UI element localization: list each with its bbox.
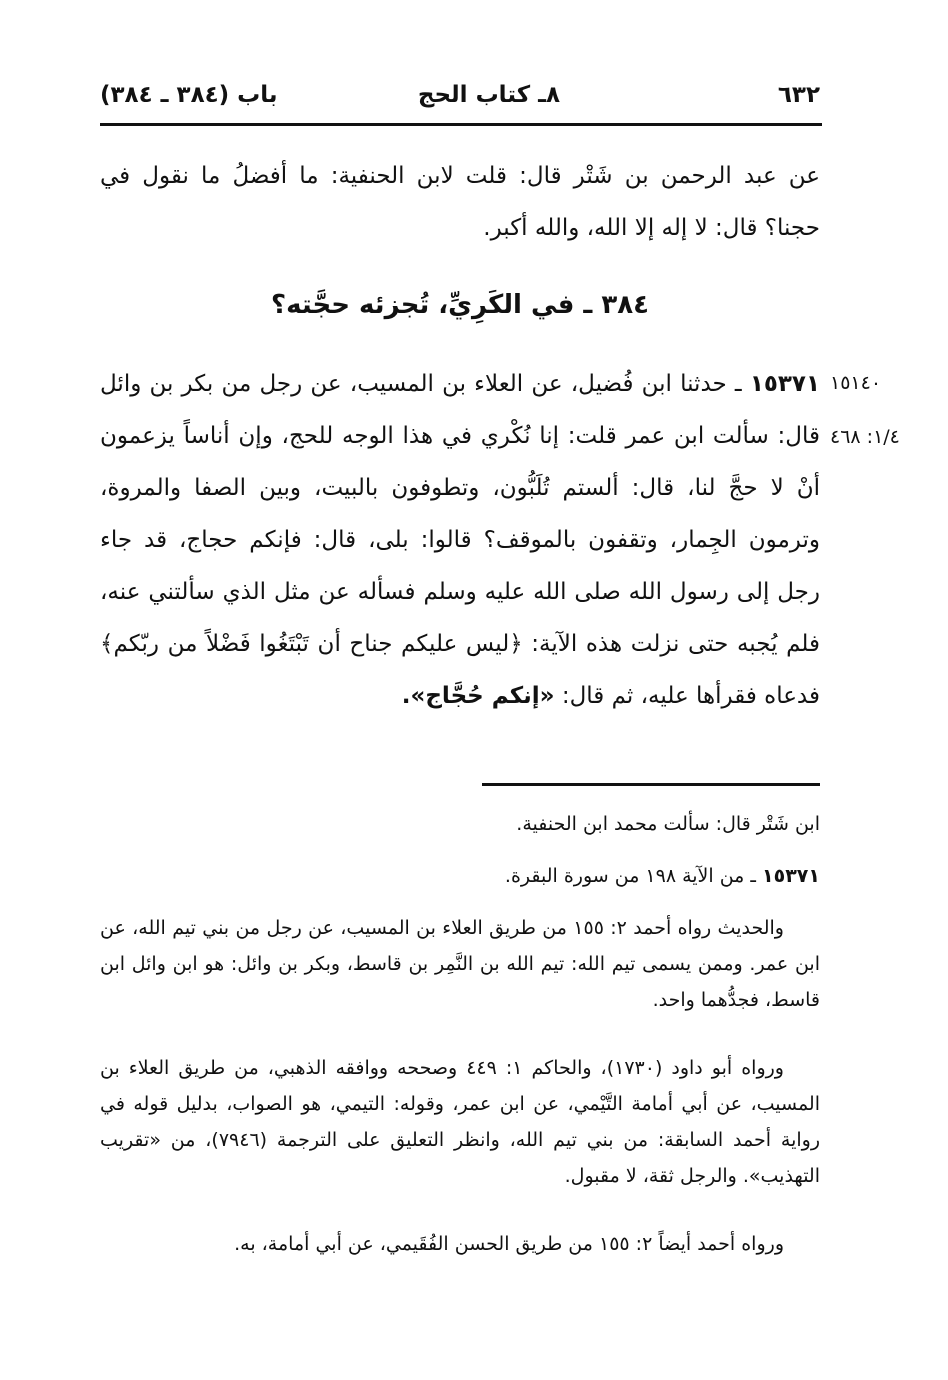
header-divider [100,123,822,126]
footnote [100,858,820,894]
margin-reference: ١/٤: ٤٦٨ [830,426,900,448]
footnote: ابن شَتْر قال: سألت محمد ابن الحنفية. [516,813,820,835]
footnote [100,1050,820,1194]
footnote [100,910,820,1018]
margin-reference: ١٥١٤٠ [830,372,882,394]
footnote-text: ورواه أحمد أيضاً ٢: ١٥٥ من طريق الحسن الفُقَيمي، عن أبي أمامة، به. [234,1233,784,1255]
hadith-ending: «إنكم حُجَّاج». [401,683,555,709]
hadith-text: ـ حدثنا ابن فُضيل، عن العلاء بن المسيب، عن رجل من بكر بن وائل قال: سألت ابن عمر قلت: إنا نُكْري في هذا الوجه للحج، وإن أناساً يزعمون أنْ لا حجَّ لنا، قال: ألستم تُلَبُّون، وتطوفون بالبيت، وبين الصفا والمروة، وترمون الجِمار، وتقفون بالموقف؟ قالوا: بلى، قال: فإنكم حجاج، قد جاء رجل إلى رسول الله صلى الله عليه وسلم فسأله عن مثل الذي سألتني عنه، فلم يُجبه حتى نزلت هذه الآية: ﴿ليس عليكم جناح أن تَبْتَغُوا فَضْلاً من ربّكم﴾ فدعاه فقرأها عليه، ثم قال: [100,371,820,709]
footnote-number: ١٥٣٧١ [762,865,820,887]
chapter-heading: ٣٨٤ ـ في الكَرِيِّ، تُجزئه حجَّته؟ [271,290,649,320]
footnote-divider [482,783,820,786]
footnote [100,1226,820,1262]
page-number: ٦٣٢ [777,82,820,108]
footnote-text: ـ من الآية ١٩٨ من سورة البقرة. [504,865,756,887]
footnote-text: والحديث رواه أحمد ٢: ١٥٥ من طريق العلاء بن المسيب، عن رجل من بني تيم الله، عن ابن عمر. وممن يسمى تيم الله: تيم الله بن النَّمِر بن قاسط، وبكر بن وائل: هو ابن وائل ابن قاسط، فجدُّهما واحد. [100,917,820,1011]
intro-paragraph: عن عبد الرحمن بن شَتْر قال: قلت لابن الحنفية: ما أفضلُ ما نقول في حجنا؟ قال: لا إله إلا الله، والله أكبر. [100,163,820,241]
book-title: ٨ـ كتاب الحج [417,82,560,108]
hadith-number: ١٥٣٧١ [749,371,821,397]
hadith-paragraph [100,358,820,722]
chapter-range: باب (٣٨٤ ـ ٣٨٤) [100,82,278,108]
page-header [100,78,820,122]
footnote-text: ورواه أبو داود (١٧٣٠)، والحاكم ١: ٤٤٩ وصححه ووافقه الذهبي، من طريق العلاء بن المسيب، عن أبي أمامة التَّيْمي، عن ابن عمر، وقوله: التيمي، هو الصواب، بدليل قوله في رواية أحمد السابقة: من بني تيم الله، وانظر التعليق على الترجمة (٧٩٤٦)، من «تقريب التهذيب». والرجل ثقة، لا مقبول. [100,1057,820,1187]
